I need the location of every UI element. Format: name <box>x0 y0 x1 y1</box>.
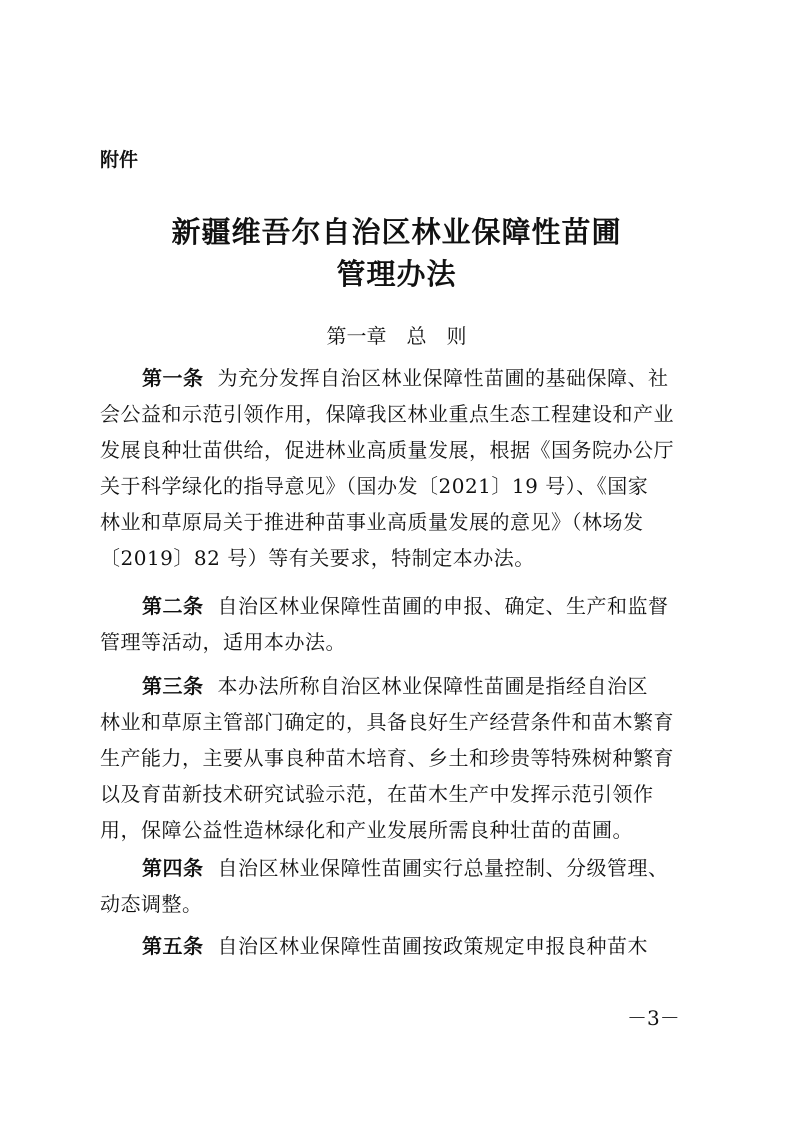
document-title-line-1: 新疆维吾尔自治区林业保障性苗圃 <box>171 215 622 249</box>
article-2-line-2: 管理等活动，适用本办法。 <box>100 630 346 654</box>
article-4-label: 第四条 <box>142 856 204 880</box>
attachment-label: 附件 <box>100 149 139 171</box>
article-1-line-4: 关于科学绿化的指导意见》（国办发〔2021〕19 号）、《国家 <box>100 474 649 498</box>
article-1-line-1 <box>142 362 690 391</box>
article-4-text: 自治区林业保障性苗圃实行总量控制、分级管理、 <box>217 856 669 880</box>
article-5-label: 第五条 <box>142 934 204 958</box>
article-5-line-1 <box>142 930 690 959</box>
article-3-line-1 <box>142 670 690 699</box>
article-1-label: 第一条 <box>142 366 204 390</box>
article-4-line-2: 动态调整。 <box>100 892 203 916</box>
page-number: －3－ <box>627 1006 680 1030</box>
article-1-text: 为充分发挥自治区林业保障性苗圃的基础保障、社 <box>217 366 669 390</box>
article-5-text: 自治区林业保障性苗圃按政策规定申报良种苗木 <box>217 934 648 958</box>
article-1-line-6: 〔2019〕82 号）等有关要求，特制定本办法。 <box>100 546 535 570</box>
article-1-line-3: 发展良种壮苗供给，促进林业高质量发展，根据《国务院办公厅 <box>100 438 674 462</box>
article-1-line-2: 会公益和示范引领作用，保障我区林业重点生态工程建设和产业 <box>100 402 674 426</box>
article-3-line-3: 生产能力，主要从事良种苗木培育、乡土和珍贵等特殊树种繁育 <box>100 746 674 770</box>
article-3-line-4: 以及育苗新技术研究试验示范，在苗木生产中发挥示范引领作 <box>100 782 654 806</box>
article-2-line-1 <box>142 590 690 619</box>
chapter-heading: 第一章 总 则 <box>326 324 467 348</box>
article-1-line-5: 林业和草原局关于推进种苗事业高质量发展的意见》（林场发 <box>100 510 644 534</box>
article-2-text: 自治区林业保障性苗圃的申报、确定、生产和监督 <box>217 594 669 618</box>
article-4-line-1 <box>142 852 690 881</box>
article-2-label: 第二条 <box>142 594 204 618</box>
article-3-line-2: 林业和草原主管部门确定的，具备良好生产经营条件和苗木繁育 <box>100 710 674 734</box>
article-3-text: 本办法所称自治区林业保障性苗圃是指经自治区 <box>217 674 648 698</box>
article-3-line-5: 用，保障公益性造林绿化和产业发展所需良种壮苗的苗圃。 <box>100 818 633 842</box>
article-3-label: 第三条 <box>142 674 204 698</box>
document-title-line-2: 管理办法 <box>336 257 457 291</box>
